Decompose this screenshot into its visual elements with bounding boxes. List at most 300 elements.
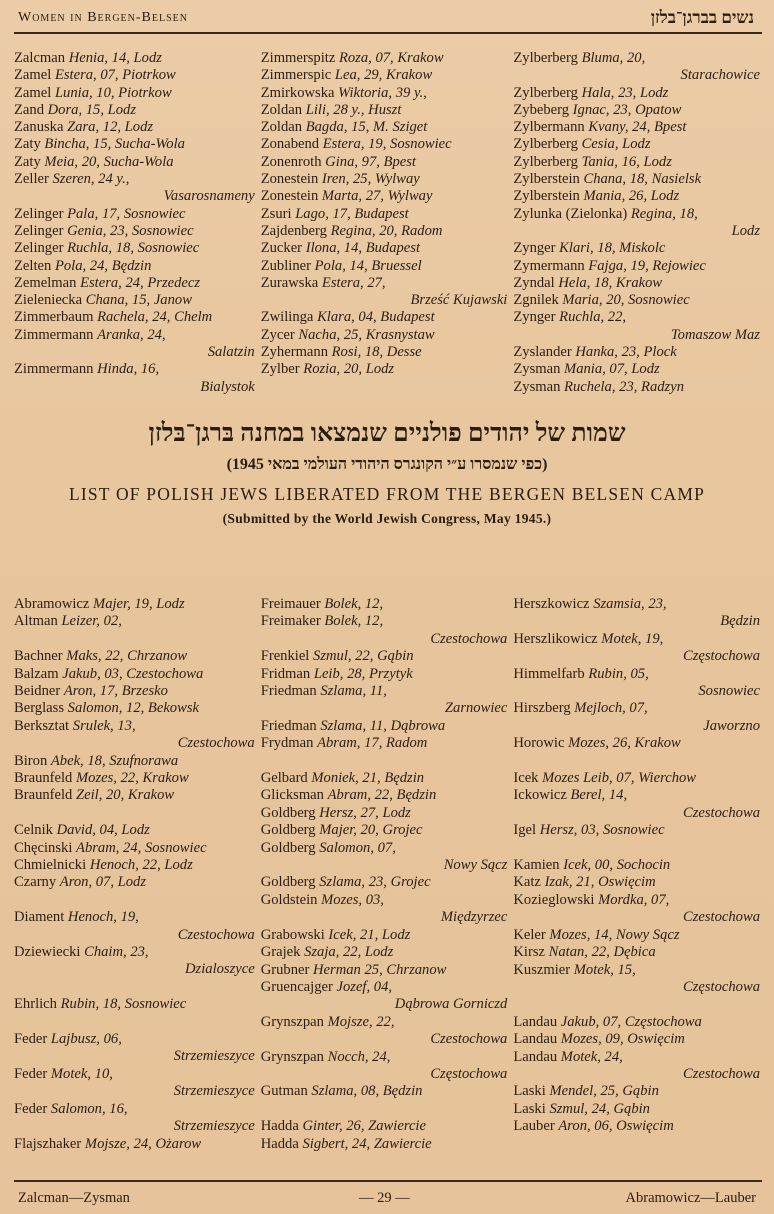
given-name-age-town: Rosi, 18, Desse [331,344,422,361]
name-entry [14,840,261,857]
surname: Zybeberg [513,101,573,118]
given-name-age-town: Gina, 97, Bpest [325,153,416,170]
surname: Zanuska [14,119,68,136]
entry-continuation [513,718,766,735]
surname: Zysman [513,361,565,378]
name-entry [513,171,766,188]
name-entry [513,85,766,102]
surname: Zimmerspitz [260,50,339,66]
given-name-age-town: Genia, 23, Sosnowiec [67,222,194,239]
name-entry [261,892,514,909]
given-name-age-town: Natan, 22, Dębica [548,944,656,961]
surname: Zylbermann [513,119,589,136]
column-1 [14,596,261,1153]
surname: Dziewiecki [14,944,85,961]
given-name-age-town: Nocch, 24, [327,1048,391,1065]
name-entry [261,1136,514,1153]
given-name-age-town: Aron, 07, Lodz [59,874,147,891]
surname: Igel [513,822,540,839]
surname: Abramowicz [14,596,94,612]
given-name-age-town: Hela, 18, Krakow [558,274,663,291]
surname: Goldstein [260,891,322,908]
spacer [14,1014,261,1031]
name-entry [513,1083,766,1100]
surname: Kamien [513,857,564,874]
given-name-age-town: Tania, 16, Lodz [581,153,672,170]
given-name-age-town: Motek, 24, [560,1048,623,1065]
name-entry [14,275,261,292]
surname: Berglass [14,700,68,717]
surname: Zelinger [14,205,68,222]
given-name-age-town: Lodz [731,222,760,239]
surname: Bachner [14,648,67,665]
given-name-age-town: Izak, 21, Oswięcim [544,874,656,891]
entry-continuation [14,961,261,978]
given-name-age-town: Lunia, 10, Piotrkow [54,84,172,101]
given-name-age-town: Estera, 19, Sosnowiec [322,136,452,153]
surname: Zieleniecka [14,292,86,309]
given-name-age-town: Bialystok [200,378,255,395]
spacer [261,1101,514,1118]
name-entry [14,1066,261,1083]
given-name-age-town: Czestochowa [682,1065,760,1082]
spacer [14,805,261,822]
name-entry [261,206,514,223]
given-name-age-town: Leib, 28, Przytyk [313,665,413,682]
given-name-age-town: Leizer, 02, [61,613,122,630]
name-entry [513,596,766,613]
name-entry [14,119,261,136]
name-entry [14,648,261,665]
given-name-age-town: Icek, 00, Sochocin [563,857,671,874]
given-name-age-town: Maria, 20, Sosnowiec [562,292,690,309]
surname: Lauber [513,1118,559,1135]
name-entry [14,258,261,275]
given-name-age-town: Icek, 21, Lodz [328,926,411,943]
surname: Himmelfarb [513,665,589,682]
surname: Laski [513,1083,550,1100]
surname: Herszkowicz [513,596,594,612]
given-name-age-town: Zeil, 20, Krakow [76,787,175,804]
given-name-age-town: Hanka, 23, Plock [575,344,677,361]
surname: Zyslander [513,344,576,361]
surname: Hirszberg [513,700,575,717]
entry-continuation [513,683,766,700]
name-entry [14,874,261,891]
entry-continuation [513,223,766,240]
given-name-age-town: Ginter, 26, Zawiercie [302,1118,426,1135]
surname: Zymermann [513,257,589,274]
name-entry [261,50,514,67]
surname: Zimmerspic [260,67,335,84]
surname: Zimmerbaum [14,309,98,326]
name-entry [513,119,766,136]
name-entry [14,240,261,257]
surname: Zalcman [14,50,69,66]
given-name-age-town: Strzemieszyce [173,1083,255,1100]
given-name-age-town: Chana, 15, Janow [85,292,192,309]
surname: Zmirkowska [260,84,339,101]
given-name-age-town: Dzialoszyce [185,961,255,978]
page-header [14,6,762,34]
surname: Berksztat [14,717,73,734]
name-entry [261,787,514,804]
name-entry [14,787,261,804]
name-entry [513,1031,766,1048]
name-entry [513,1118,766,1135]
surname: Friedman [260,683,321,700]
surname: Zemelman [14,274,81,291]
surname: Czarny [14,874,60,891]
name-entry [261,1118,514,1135]
spacer [513,996,766,1013]
name-entry [261,683,514,700]
name-entry [14,596,261,613]
entry-continuation [261,909,514,926]
name-entry [513,874,766,891]
surname: Gelbard [260,770,312,787]
given-name-age-town: Fajga, 19, Rejowiec [588,257,706,274]
surname: Herszlikowicz [513,630,602,647]
name-entry [14,683,261,700]
name-entry [261,309,514,326]
given-name-age-town: Częstochowa [682,648,760,665]
surname: Keler [513,926,550,943]
name-entry [14,85,261,102]
given-name-age-town: Salomon, 12, Bekowsk [67,700,199,717]
surname: Kozieglowski [513,891,599,908]
surname: Goldberg [260,839,320,856]
name-entry [261,822,514,839]
given-name-age-town: Lajbusz, 06, [50,1031,122,1048]
given-name-age-town: Kvany, 24, Bpest [588,119,687,136]
surname: Beidner [14,683,64,700]
name-entry [513,206,766,223]
surname: Zimmermann [14,326,98,343]
entry-continuation [14,188,261,205]
entry-continuation [14,1048,261,1065]
given-name-age-town: Salomon, 16, [50,1100,128,1117]
name-entry [513,962,766,979]
surname: Chmielnicki [14,857,90,874]
name-entry [261,67,514,84]
name-entry [14,822,261,839]
given-name-age-town: Czestochowa [682,909,760,926]
spacer [261,753,514,770]
name-entry [513,1101,766,1118]
given-name-age-town: Częstochowa [430,1065,508,1082]
surname: Gutman [260,1083,312,1100]
surname: Goldberg [260,804,320,821]
column-2 [261,50,514,396]
given-name-age-town: Maks, 22, Chrzanow [66,648,188,665]
surname: Zoldan [260,101,306,118]
surname: Horowic [513,735,569,752]
entry-continuation [513,613,766,630]
entry-continuation [14,735,261,752]
entry-continuation [513,327,766,344]
given-name-age-town: Szaja, 22, Lodz [304,944,394,961]
page-number: — 29 — [359,1190,410,1206]
name-entry [261,275,514,292]
name-entry [14,223,261,240]
surname: Goldberg [260,822,320,839]
surname: Zeller [14,171,53,188]
given-name-age-town: Estera, 24, Przedecz [80,274,201,291]
surname: Biron [14,752,51,769]
given-name-age-town: Mozes, 09, Oswięcim [560,1031,685,1048]
entry-continuation [261,996,514,1013]
entry-continuation [261,631,514,648]
name-entry [261,154,514,171]
column-1 [14,50,261,396]
given-name-age-town: Jozef, 04, [336,978,393,995]
name-entry [513,361,766,378]
spacer [513,753,766,770]
given-name-age-town: Szmul, 22, Gąbin [313,648,414,665]
women-name-list [14,50,766,396]
surname: Ickowicz [513,787,571,804]
name-entry [14,996,261,1013]
name-entry [14,67,261,84]
header-right-hebrew-title: נשים בברגן־בלזן [650,8,754,27]
given-name-age-town: Chaim, 23, [84,944,149,961]
footer-right-range: Abramowicz—Lauber [625,1190,756,1206]
surname: Zubliner [260,257,315,274]
given-name-age-town: Szlama, 08, Będzin [311,1083,423,1100]
given-name-age-town: Mojsze, 22, [327,1013,395,1030]
given-name-age-town: Lea, 29, Krakow [334,67,433,84]
entry-continuation [261,1031,514,1048]
given-name-age-town: Brześć Kujawski [410,292,508,309]
given-name-age-town: Międzyrzec [440,909,508,926]
given-name-age-town: Pola, 14, Bruessel [314,257,422,274]
surname: Zonestein [260,188,322,205]
name-entry [261,344,514,361]
name-entry [14,327,261,344]
given-name-age-town: Lili, 28 y., Huszt [305,101,402,118]
given-name-age-town: Salomon, 07, [319,839,396,856]
given-name-age-town: Meia, 20, Sucha-Wola [44,153,174,170]
surname: Goldberg [260,874,320,891]
name-entry [261,770,514,787]
name-entry [513,136,766,153]
given-name-age-town: Hersz, 03, Sosnowiec [539,822,665,839]
name-entry [513,927,766,944]
name-entry [513,666,766,683]
given-name-age-town: Dora, 15, Lodz [47,101,137,118]
given-name-age-town: Rubin, 05, [588,665,649,682]
entry-continuation [513,67,766,84]
name-entry [513,379,766,396]
given-name-age-town: Rubin, 18, Sosnowiec [60,996,187,1013]
surname: Grabowski [260,926,329,943]
given-name-age-town: Abram, 24, Sosnowiec [76,839,207,856]
surname: Celnik [14,822,57,839]
surname: Icek [513,770,543,787]
name-entry [261,805,514,822]
surname: Laski [513,1100,550,1117]
given-name-age-town: Motek, 10, [50,1065,113,1082]
given-name-age-town: Jakub, 07, Częstochowa [560,1013,702,1030]
given-name-age-town: Czestochowa [177,735,255,752]
surname: Feder [14,1065,51,1082]
given-name-age-town: Szamsia, 23, [593,596,667,612]
given-name-age-town: Vasarosnameny [163,188,255,205]
name-entry [14,1031,261,1048]
surname: Zylberberg [513,50,582,66]
given-name-age-town: Strzemieszyce [173,1048,255,1065]
surname: Landau [513,1048,561,1065]
surname: Zonenroth [260,153,326,170]
surname: Kirsz [513,944,549,961]
surname: Zelinger [14,222,68,239]
surname: Zycer [260,326,299,343]
hebrew-subtitle: (כפי שנמסרו ע״י הקונגרס היהודי העולמי במאי 1945) [226,456,548,473]
given-name-age-town: Motek, 19, [601,630,664,647]
given-name-age-town: Sosnowiec [698,683,760,700]
surname: Zaty [14,153,45,170]
surname: Glicksman [260,787,328,804]
name-entry [14,309,261,326]
surname: Zyndal [513,274,559,291]
given-name-age-town: Hala, 23, Lodz [581,84,669,101]
name-entry [513,787,766,804]
given-name-age-town: Abram, 22, Będzin [327,787,437,804]
name-entry [513,1049,766,1066]
given-name-age-town: Czestochowa [430,630,508,647]
surname: Zurawska [260,274,322,291]
name-entry [513,822,766,839]
given-name-age-town: Mania, 07, Lodz [564,361,660,378]
given-name-age-town: Szlama, 11, [320,683,387,700]
given-name-age-town: Henoch, 22, Lodz [89,857,193,874]
entry-continuation [513,909,766,926]
name-entry [513,258,766,275]
name-entry [261,361,514,378]
name-entry [261,613,514,630]
surname: Feder [14,1031,51,1048]
given-name-age-town: Marta, 27, Wylway [321,188,433,205]
entry-continuation [513,805,766,822]
surname: Zonestein [260,171,322,188]
name-entry [513,292,766,309]
given-name-age-town: Szlama, 11, Dąbrowa [320,717,446,734]
given-name-age-town: Majer, 20, Grojec [319,822,423,839]
name-entry [513,1014,766,1031]
given-name-age-town: Motek, 15, [573,961,636,978]
given-name-age-town: Pala, 17, Sosnowiec [67,205,186,222]
surname: Zylberberg [513,153,582,170]
given-name-age-town: Majer, 19, Lodz [93,596,185,612]
name-entry [513,857,766,874]
surname: Chęcinski [14,839,77,856]
name-entry [513,631,766,648]
surname: Zaty [14,136,45,153]
surname: Zimmermann [14,361,98,378]
name-entry [513,154,766,171]
name-entry [261,1083,514,1100]
name-entry [513,275,766,292]
name-entry [261,962,514,979]
name-entry [513,892,766,909]
surname: Zand [14,101,48,118]
given-name-age-town: Aron, 17, Brzesko [63,683,168,700]
given-name-age-town: Ruchela, 23, Radzyn [564,378,684,395]
given-name-age-town: Ignac, 23, Opatow [572,101,682,118]
entry-continuation [14,927,261,944]
given-name-age-town: David, 04, Lodz [56,822,150,839]
given-name-age-town: Klari, 18, Miskolc [559,240,666,257]
given-name-age-town: Rozia, 20, Lodz [303,361,395,378]
given-name-age-town: Moniek, 21, Będzin [311,770,425,787]
name-entry [14,136,261,153]
surname: Landau [513,1031,561,1048]
given-name-age-town: Starachowice [680,67,760,84]
given-name-age-town: Ruchla, 18, Sosnowiec [67,240,200,257]
given-name-age-town: Rachela, 24, Chelm [97,309,213,326]
surname: Zelinger [14,240,68,257]
given-name-age-town: Nowy Sącz [443,857,508,874]
name-entry [261,240,514,257]
surname: Grubner [260,961,313,978]
given-name-age-town: Herman 25, Chrzanow [313,961,447,978]
name-entry [14,50,261,67]
given-name-age-town: Nacha, 25, Krasnystaw [298,326,435,343]
name-entry [261,666,514,683]
name-entry [513,102,766,119]
given-name-age-town: Bincha, 15, Sucha-Wola [44,136,185,153]
given-name-age-town: Lago, 17, Budapest [295,205,409,222]
polish-jews-name-list [14,596,766,1153]
name-entry [14,154,261,171]
column-3 [513,596,766,1153]
given-name-age-town: Hersz, 27, Lodz [319,804,411,821]
surname: Zwilinga [260,309,318,326]
surname: Freimaker [260,613,325,630]
name-entry [14,1101,261,1118]
surname: Zonabend [260,136,323,153]
name-entry [14,944,261,961]
surname: Zsuri [260,205,296,222]
surname: Zamel [14,84,55,101]
given-name-age-town: Mozes, 26, Krakow [568,735,681,752]
given-name-age-town: Ruchla, 22, [559,309,627,326]
spacer [14,892,261,909]
name-entry [261,188,514,205]
name-entry [261,171,514,188]
surname: Zynger [513,240,560,257]
name-entry [261,648,514,665]
given-name-age-town: Czestochowa [177,926,255,943]
name-entry [513,344,766,361]
entry-continuation [14,1118,261,1135]
entry-continuation [513,648,766,665]
surname: Zynger [513,309,560,326]
surname: Grynszpan [260,1013,328,1030]
given-name-age-town: Mozes, 03, [321,891,384,908]
given-name-age-town: Estera, 07, Piotrkow [54,67,176,84]
entry-continuation [261,857,514,874]
given-name-age-town: Szlama, 23, Grojec [319,874,431,891]
given-name-age-town: Strzemieszyce [173,1118,255,1135]
name-entry [513,309,766,326]
name-entry [513,188,766,205]
given-name-age-town: Sigbert, 24, Zawiercie [302,1135,432,1152]
name-entry [261,102,514,119]
english-subtitle: (Submitted by the World Jewish Congress, May 1945.) [222,511,552,526]
surname: Frenkiel [260,648,314,665]
